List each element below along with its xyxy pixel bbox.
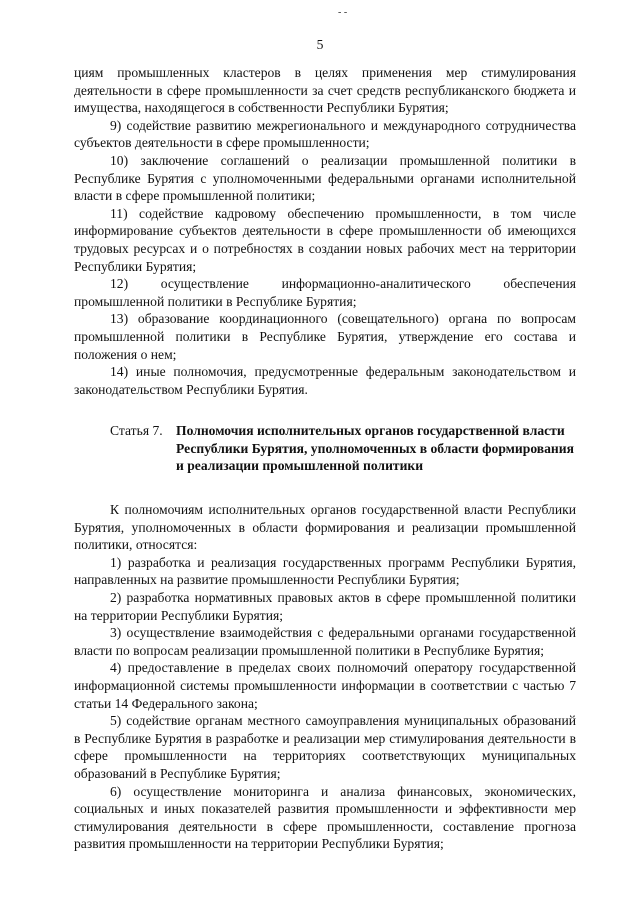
paragraph: 13) образование координационного (совещательного) органа по вопросам промышленной политики в Республике Бурятия, утверждение его состава и положения о нем; bbox=[74, 311, 576, 362]
paragraph: циям промышленных кластеров в целях применения мер стимулирования деятельности в сфере промышленности за счет средств республиканского бюджета и имущества, находящегося в собственности Республики Бурятия; bbox=[74, 65, 576, 116]
paragraph: 5) содействие органам местного самоуправления муниципальных образований в Республике Бурятия в разработке и реализации мер стимулирования деятельности в сфере промышленности на территориях соответствующих муниципальных образований в Республике Бурятия; bbox=[74, 713, 576, 781]
paragraph: 10) заключение соглашений о реализации промышленной политики в Республике Бурятия с уполномоченными федеральными органами исполнительной власти в сфере промышленной политики; bbox=[74, 152, 576, 204]
paragraph: 1) разработка и реализация государственных программ Республики Бурятия, направленных на развитие промышленности Республики Бурятия; bbox=[74, 554, 576, 588]
paragraphs-bottom bbox=[74, 501, 576, 853]
paragraph: 14) иные полномочия, предусмотренные федеральным законодательством и законодательством Республики Бурятия. bbox=[74, 364, 576, 397]
scan-mark-top: - - bbox=[338, 7, 348, 18]
paragraph: 11) содействие кадровому обеспечению промышленности, в том числе информирование субъектов деятельности в сфере промышленности об имеющихся трудовых ресурсах и о потребностях в создании новых рабочих мест на территории Республики Бурятия; bbox=[74, 205, 576, 274]
document-body bbox=[74, 64, 576, 853]
paragraphs-top bbox=[74, 64, 576, 398]
paragraph: К полномочиям исполнительных органов государственной власти Республики Бурятия, уполномоченных в области формирования и реализации промышленной политики, относятся: bbox=[74, 502, 576, 553]
paragraph: 4) предоставление в пределах своих полномочий оператору государственной информационной системы промышленности информации в соответствии с частью 7 статьи 14 Федерального закона; bbox=[74, 660, 576, 711]
article-title: Полномочия исполнительных органов государственной власти Республики Бурятия, уполномоченных в области формирования и реализации промышленной политики bbox=[176, 423, 574, 474]
paragraph: 12) осуществление информационно-аналитического обеспечения промышленной политики в Республике Бурятия; bbox=[74, 276, 576, 309]
paragraph: 6) осуществление мониторинга и анализа финансовых, экономических, социальных и иных показателей развития промышленности и эффективности мер стимулирования деятельности в сфере промышленности, составление прогноза развития промышленности на территории Республики Бурятия; bbox=[74, 783, 576, 852]
article-label: Статья 7. bbox=[110, 423, 163, 439]
page-number: 5 bbox=[316, 37, 324, 52]
paragraph: 2) разработка нормативных правовых актов в сфере промышленной политики на территории Республики Бурятия; bbox=[74, 590, 576, 623]
paragraph: 9) содействие развитию межрегионального и международного сотрудничества субъектов деятельности в сфере промышленности; bbox=[74, 117, 576, 151]
paragraph: 3) осуществление взаимодействия с федеральными органами государственной власти по вопросам реализации промышленной политики в Республике Бурятия; bbox=[74, 625, 576, 658]
article-heading bbox=[74, 422, 576, 475]
